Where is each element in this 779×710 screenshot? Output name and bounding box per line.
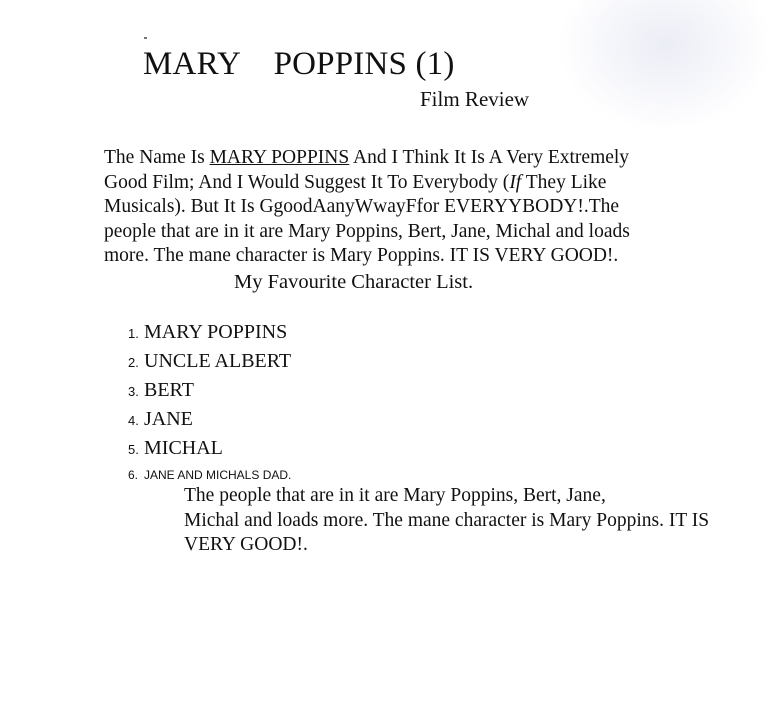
background-smudge — [560, 0, 770, 130]
character-list — [128, 321, 291, 490]
review-paragraph — [104, 146, 684, 269]
list-item — [128, 408, 291, 437]
paragraph-line: The people that are in it are Mary Poppins, Bert, Jane, — [184, 485, 606, 506]
list-item-label: BERT — [144, 379, 194, 401]
paragraph-line — [104, 171, 684, 196]
list-number: 2. — [128, 355, 139, 370]
list-item-label: MICHAL — [144, 437, 223, 459]
list-item-label: JANE — [144, 408, 193, 430]
list-item-label: MARY POPPINS — [144, 321, 288, 343]
paragraph-line: people that are in it are Mary Poppins, Bert, Jane, Michal and loads — [104, 220, 630, 242]
page-title: MARY POPPINS (1) — [143, 46, 455, 82]
paragraph-line — [104, 146, 684, 171]
list-number: 1. — [128, 326, 139, 341]
paragraph-line: VERY GOOD!. — [184, 534, 308, 555]
paragraph-line: Musicals). But It Is GgoodAanyWwayFfor EVERYYBODY!.The — [104, 196, 620, 217]
list-item — [128, 437, 291, 466]
page-subtitle: Film Review — [420, 87, 530, 111]
italic-word: If — [509, 171, 522, 193]
list-item-label: JANE AND MICHALS DAD. — [144, 468, 292, 482]
list-number: 5. — [128, 442, 139, 457]
text-run: The Name Is — [104, 147, 210, 168]
underlined-title: MARY POPPINS — [209, 147, 350, 168]
list-number: 3. — [128, 384, 139, 399]
text-run: And I Think It Is A Very Extremely — [349, 147, 630, 168]
list-item-label: UNCLE ALBERT — [144, 350, 292, 372]
paragraph-line: more. The mane character is Mary Poppins. IT IS VERY GOOD!. — [104, 245, 619, 266]
closing-paragraph — [104, 484, 710, 558]
list-item — [128, 321, 291, 350]
list-number: 6. — [128, 468, 139, 482]
list-number: 4. — [128, 413, 139, 428]
stray-mark — [144, 37, 147, 39]
paragraph-line: Michal and loads more. The mane character is Mary Poppins. IT IS — [184, 509, 710, 531]
text-run: Good Film; And I Would Suggest It To Everybody ( — [104, 171, 510, 193]
character-list-heading: My Favourite Character List. — [234, 271, 474, 293]
text-run: They Like — [521, 171, 607, 193]
list-item — [128, 379, 291, 408]
list-item — [128, 350, 291, 379]
